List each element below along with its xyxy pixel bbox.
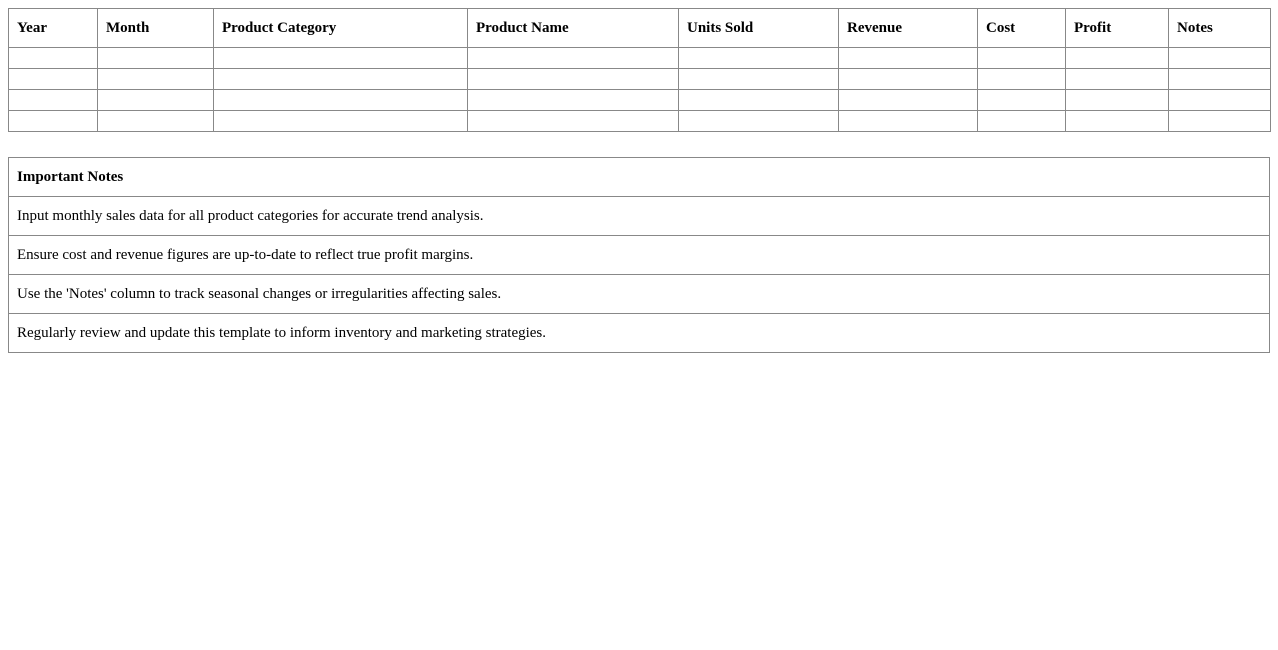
table-row (9, 48, 1271, 69)
table-cell[interactable] (1169, 111, 1271, 132)
table-cell[interactable] (98, 48, 214, 69)
table-cell[interactable] (1066, 48, 1169, 69)
table-cell[interactable] (1066, 111, 1169, 132)
table-cell[interactable] (978, 69, 1066, 90)
table-cell[interactable] (214, 111, 468, 132)
table-header (9, 9, 1271, 48)
table-cell[interactable] (839, 90, 978, 111)
table-cell[interactable] (1169, 90, 1271, 111)
note-item: Ensure cost and revenue figures are up-to-date to reflect true profit margins. (9, 236, 1270, 275)
table-row (9, 90, 1271, 111)
table-cell[interactable] (468, 48, 679, 69)
column-header-units-sold: Units Sold (679, 9, 839, 48)
table-cell[interactable] (839, 69, 978, 90)
note-item: Input monthly sales data for all product categories for accurate trend analysis. (9, 197, 1270, 236)
table-cell[interactable] (679, 69, 839, 90)
table-cell[interactable] (679, 48, 839, 69)
table-cell[interactable] (98, 69, 214, 90)
table-cell[interactable] (9, 69, 98, 90)
table-cell[interactable] (468, 111, 679, 132)
table-cell[interactable] (978, 48, 1066, 69)
table-cell[interactable] (468, 69, 679, 90)
table-cell[interactable] (98, 111, 214, 132)
column-header-product-category: Product Category (214, 9, 468, 48)
column-header-profit: Profit (1066, 9, 1169, 48)
note-item: Use the 'Notes' column to track seasonal changes or irregularities affecting sales. (9, 275, 1270, 314)
table-cell[interactable] (1169, 69, 1271, 90)
column-header-month: Month (98, 9, 214, 48)
notes-body (9, 158, 1270, 353)
table-cell[interactable] (214, 48, 468, 69)
table-cell[interactable] (978, 90, 1066, 111)
table-cell[interactable] (1169, 48, 1271, 69)
table-cell[interactable] (978, 111, 1066, 132)
notes-row (9, 236, 1270, 275)
table-cell[interactable] (9, 111, 98, 132)
table-body (9, 48, 1271, 132)
notes-heading-row (9, 158, 1270, 197)
notes-row (9, 197, 1270, 236)
table-cell[interactable] (679, 90, 839, 111)
table-row (9, 69, 1271, 90)
notes-row (9, 314, 1270, 353)
column-header-year: Year (9, 9, 98, 48)
column-header-notes: Notes (1169, 9, 1271, 48)
table-cell[interactable] (9, 90, 98, 111)
header-row (9, 9, 1271, 48)
notes-row (9, 275, 1270, 314)
important-notes-table (8, 157, 1270, 353)
notes-heading: Important Notes (9, 158, 1270, 197)
sales-data-table (8, 8, 1271, 132)
note-item: Regularly review and update this template to inform inventory and marketing strategies. (9, 314, 1270, 353)
table-cell[interactable] (214, 69, 468, 90)
table-cell[interactable] (839, 111, 978, 132)
column-header-cost: Cost (978, 9, 1066, 48)
column-header-product-name: Product Name (468, 9, 679, 48)
table-cell[interactable] (9, 48, 98, 69)
table-cell[interactable] (839, 48, 978, 69)
table-cell[interactable] (98, 90, 214, 111)
column-header-revenue: Revenue (839, 9, 978, 48)
table-cell[interactable] (679, 111, 839, 132)
table-cell[interactable] (1066, 90, 1169, 111)
table-cell[interactable] (1066, 69, 1169, 90)
table-cell[interactable] (214, 90, 468, 111)
table-row (9, 111, 1271, 132)
table-cell[interactable] (468, 90, 679, 111)
